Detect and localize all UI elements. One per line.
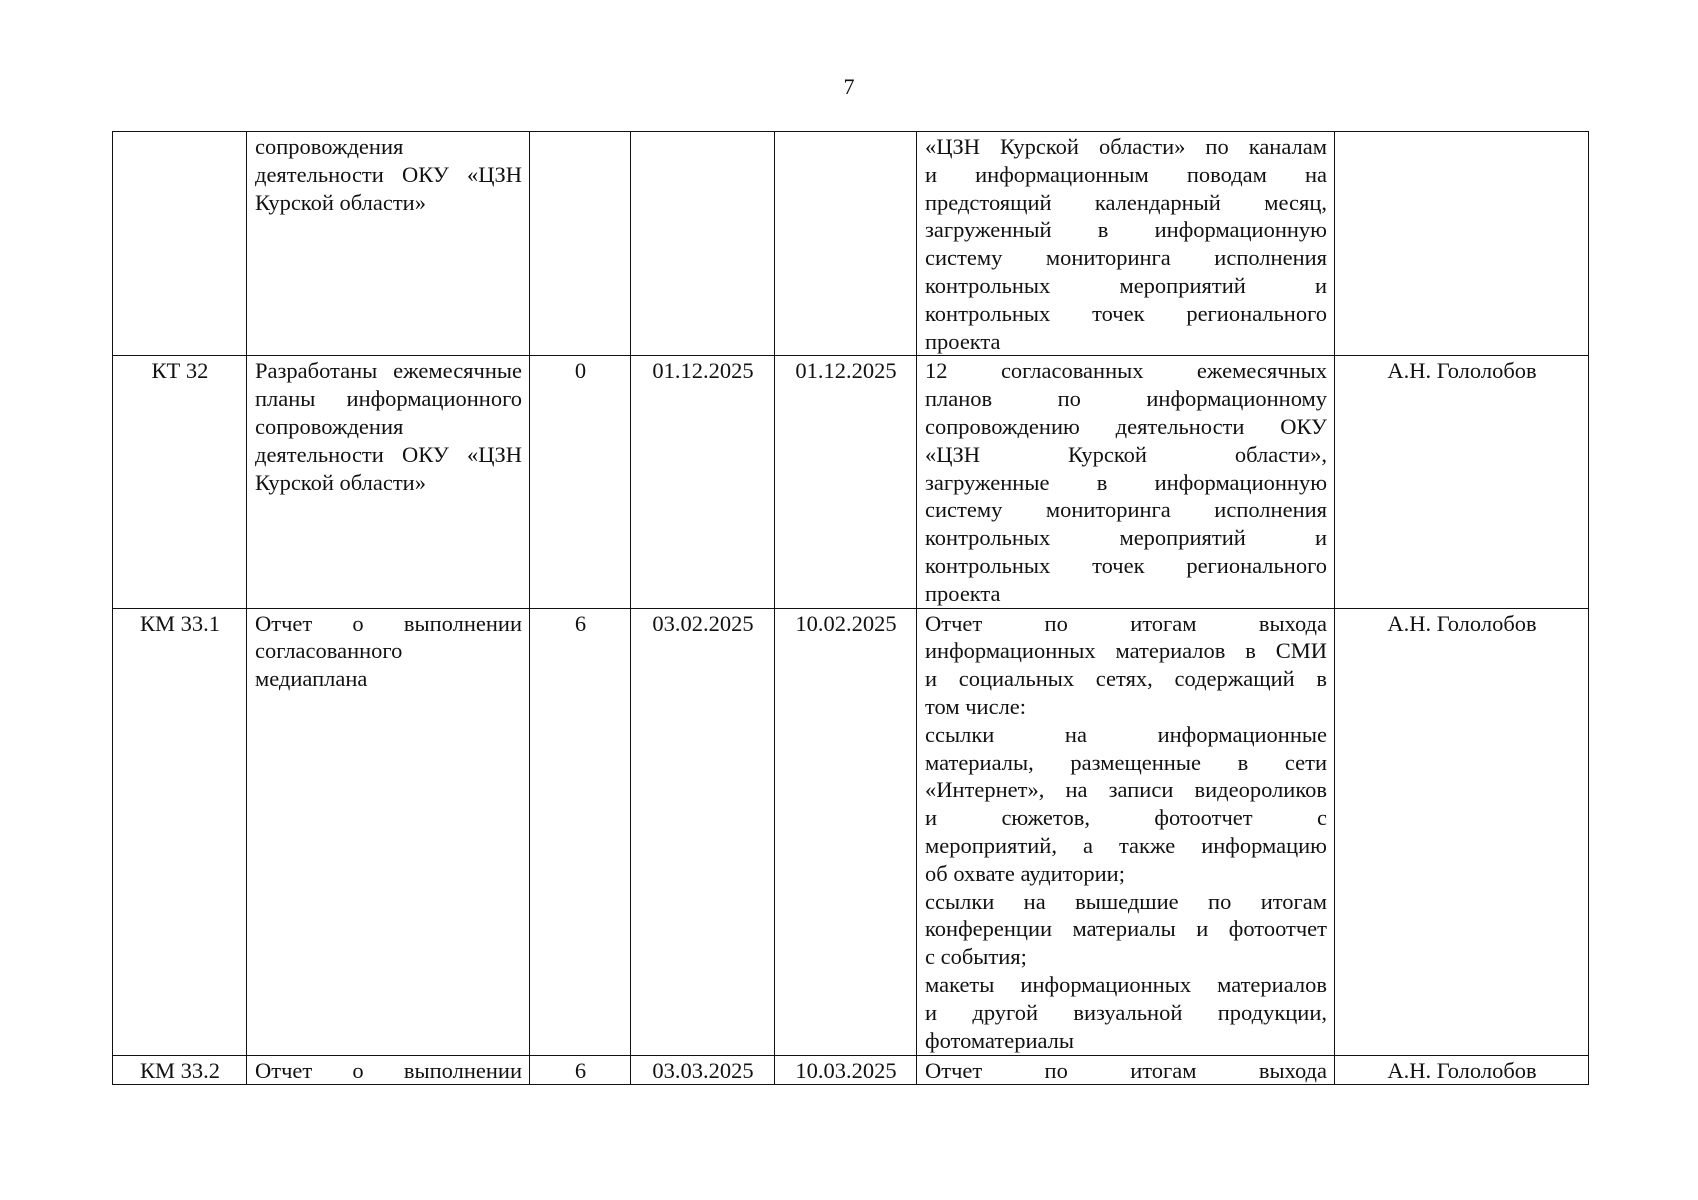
row-end-date [775, 608, 917, 1055]
row-duration [530, 356, 631, 608]
row-result-line: и сюжетов, фотоотчет с [925, 805, 1327, 831]
row-start-date [631, 356, 775, 608]
row-result-line: и информационным поводам на [925, 161, 1327, 187]
row-result-line: информационных материалов в СМИ [925, 638, 1327, 664]
row-name-line: согласованного [255, 638, 403, 664]
row-result-line: «Интернет», на записи видеороликов [925, 777, 1327, 803]
row-name [247, 1055, 530, 1085]
row-end-date-text: 10.02.2025 [795, 610, 897, 636]
row-result-line: и другой визуальной продукции, [925, 999, 1327, 1025]
row-result-line: 12 согласованных ежемесячных [925, 358, 1327, 384]
table-row [113, 356, 1589, 608]
row-result-line: Отчет по итогам выхода [925, 610, 1327, 636]
row-responsible-text: А.Н. Гололобов [1387, 610, 1537, 636]
row-result-line: систему мониторинга исполнения [925, 245, 1327, 271]
row-result-line: об охвате аудитории; [925, 860, 1125, 886]
row-result-line: фотоматериалы [925, 1027, 1075, 1053]
row-result [917, 132, 1335, 356]
row-responsible [1335, 608, 1589, 1055]
row-result-line: контрольных точек регионального [925, 300, 1327, 326]
row-result-line: предстоящий календарный месяц, [925, 189, 1327, 215]
row-result [917, 356, 1335, 608]
row-responsible [1335, 356, 1589, 608]
row-end-date-text: 01.12.2025 [795, 358, 897, 384]
row-result-line: материалы, размещенные в сети [925, 749, 1327, 775]
row-result-line: и социальных сетях, содержащий в [925, 666, 1327, 692]
row-name [247, 608, 530, 1055]
row-end-date-text: 10.03.2025 [795, 1057, 897, 1083]
row-result-line: загруженные в информационную [925, 469, 1327, 495]
row-code-text: КМ 33.2 [139, 1057, 220, 1083]
row-start-date [631, 132, 775, 356]
row-result-line: «ЦЗН Курской области» по каналам [925, 134, 1327, 159]
row-responsible [1335, 132, 1589, 356]
row-code-text: КМ 33.1 [139, 610, 220, 636]
row-result-line: планов по информационному [925, 386, 1327, 412]
row-end-date [775, 1055, 917, 1085]
row-end-date [775, 132, 917, 356]
row-start-date-text: 03.02.2025 [652, 610, 754, 636]
row-end-date [775, 356, 917, 608]
row-name-line: деятельности ОКУ «ЦЗН [255, 441, 522, 467]
plan-table [112, 131, 1589, 1085]
table-row [113, 1055, 1589, 1085]
row-duration [530, 608, 631, 1055]
row-name-line: Курской области» [255, 469, 426, 495]
row-result-line: контрольных мероприятий и [925, 525, 1327, 551]
row-result-line: контрольных точек регионального [925, 552, 1327, 578]
row-name-line: планы информационного [255, 386, 522, 412]
row-name-line: деятельности ОКУ «ЦЗН [255, 161, 522, 187]
row-result-line: мероприятий, а также информацию [925, 832, 1327, 858]
row-result-line: сопровождению деятельности ОКУ [925, 413, 1327, 439]
row-responsible [1335, 1055, 1589, 1085]
row-result [917, 608, 1335, 1055]
row-duration-text: 0 [574, 358, 587, 384]
row-result-line: «ЦЗН Курской области», [925, 441, 1327, 467]
row-start-date-text: 01.12.2025 [652, 358, 754, 384]
row-duration [530, 132, 631, 356]
row-code [113, 608, 247, 1055]
row-result-line: ссылки на вышедшие по итогам [925, 888, 1327, 914]
row-start-date [631, 608, 775, 1055]
row-responsible-text: А.Н. Гололобов [1387, 1057, 1537, 1083]
page-number: 7 [843, 74, 855, 99]
row-name-line: Курской области» [255, 189, 426, 215]
row-code [113, 356, 247, 608]
row-result-line: проекта [925, 328, 1001, 354]
row-start-date [631, 1055, 775, 1085]
row-code [113, 1055, 247, 1085]
row-result-line: контрольных мероприятий и [925, 272, 1327, 298]
row-duration [530, 1055, 631, 1085]
row-result-line: систему мониторинга исполнения [925, 497, 1327, 523]
row-result-line: с события; [925, 944, 1027, 970]
row-code-text: КТ 32 [151, 358, 209, 384]
row-result-line: ссылки на информационные [925, 721, 1327, 747]
row-responsible-text: А.Н. Гололобов [1387, 358, 1537, 384]
row-name-line: сопровождения [255, 413, 404, 439]
row-result-line: загруженный в информационную [925, 217, 1327, 243]
row-result-line: конференции материалы и фотоотчет [925, 916, 1327, 942]
row-name-line: Разработаны ежемесячные [255, 358, 522, 384]
row-result-line: макеты информационных материалов [925, 971, 1327, 997]
row-duration-text: 6 [574, 610, 587, 636]
table-row [113, 132, 1589, 356]
row-start-date-text: 03.03.2025 [652, 1057, 754, 1083]
row-result-line: Отчет по итогам выхода [925, 1057, 1327, 1083]
row-name-line: медиаплана [255, 666, 368, 692]
row-name [247, 132, 530, 356]
table-row [113, 608, 1589, 1055]
row-result-line: том числе: [925, 693, 1027, 719]
row-name-line: Отчет о выполнении [255, 610, 522, 636]
row-result-line: проекта [925, 580, 1001, 606]
row-result [917, 1055, 1335, 1085]
row-name-line: Отчет о выполнении [255, 1057, 522, 1083]
row-name [247, 356, 530, 608]
row-name-line: сопровождения [255, 134, 404, 159]
row-duration-text: 6 [574, 1057, 587, 1083]
row-code [113, 132, 247, 356]
